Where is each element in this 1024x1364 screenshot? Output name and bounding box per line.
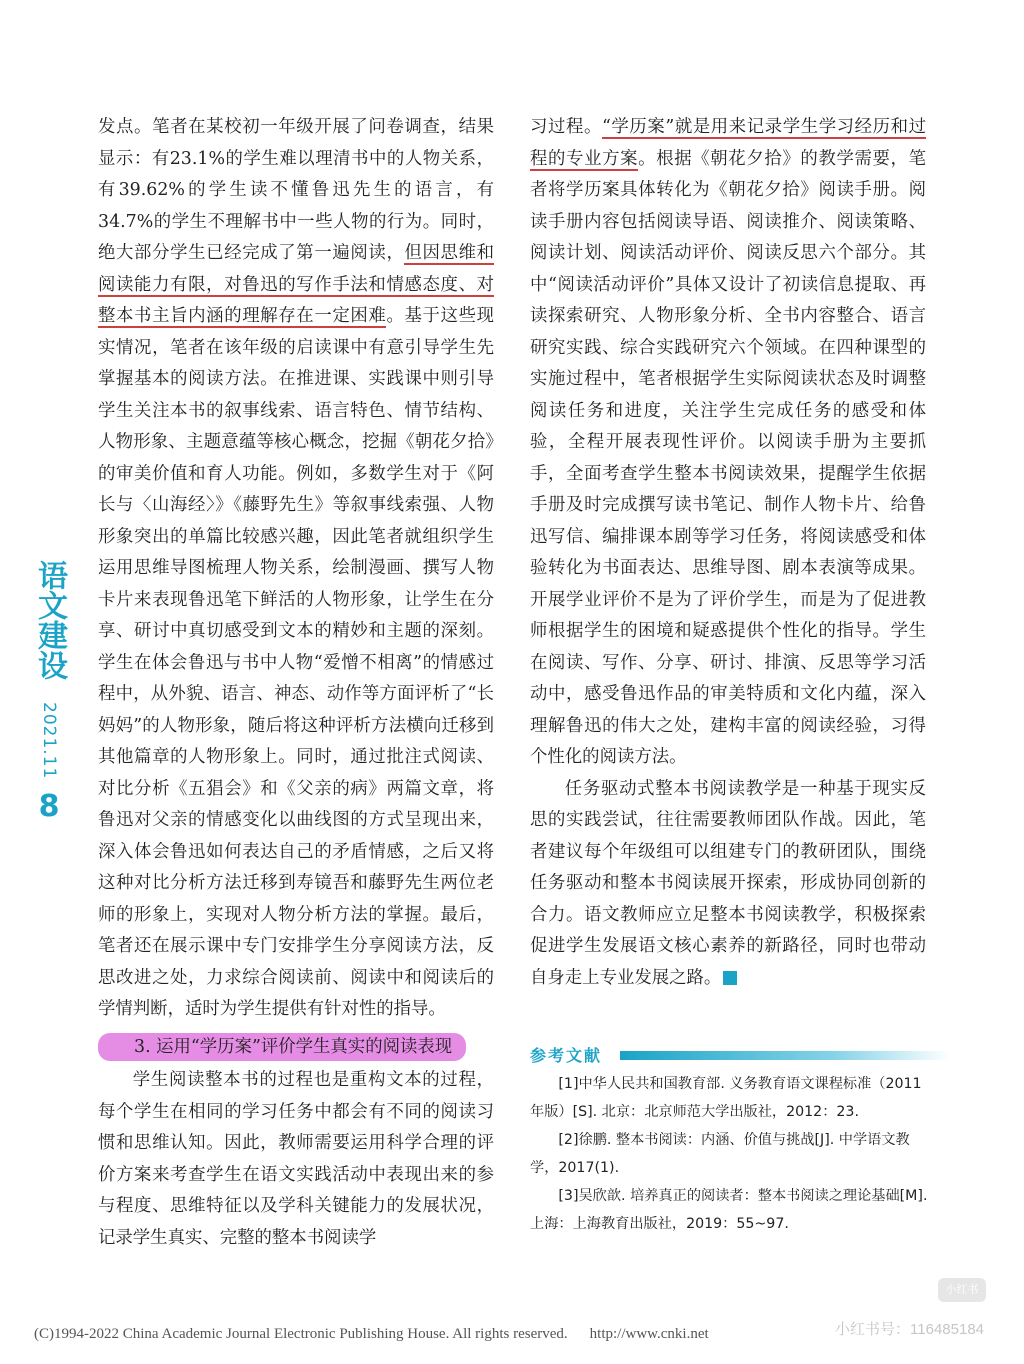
journal-name: 语文建设 [32, 560, 67, 680]
references-rule [620, 1051, 950, 1060]
section-heading-row [134, 1032, 494, 1064]
paragraph-text: 任务驱动式整本书阅读教学是一种基于现实反思的实践尝试，往往需要教师团队作战。因此，笔者建议每个年级组可以组建专门的教研团队，围绕任务驱动和整本书阅读展开探索，形成协同创新的合力。语文教师应立足整本书阅读教学，积极探索促进学生发展语文核心素养的新路径，同时也带动自身走上专业发展之路。 [530, 778, 926, 988]
footer-url: http://www.cnki.net [589, 1326, 709, 1342]
references-list [530, 1070, 930, 1238]
end-mark-icon: 语 [723, 971, 737, 985]
paragraph [530, 112, 926, 774]
right-column [530, 112, 926, 994]
reference-item: [3]吴欣歆. 培养真正的阅读者：整本书阅读之理论基础[M]. 上海：上海教育出版社，2019：55~97. [530, 1188, 928, 1232]
copyright-text: (C)1994-2022 China Academic Journal Electronic Publishing House. All rights reserved. [34, 1326, 568, 1342]
paragraph-text: 发点。笔者在某校初一年级开展了问卷调查，结果显示：有23.1%的学生难以理清书中的人物关系，有39.62%的学生读不懂鲁迅先生的语言，有34.7%的学生不理解书中一些人物的行为。同时，绝大部分学生已经完成了第一遍阅读， [98, 117, 494, 263]
copyright-footer [34, 1326, 709, 1343]
reference-item: [2]徐鹏. 整本书阅读：内涵、价值与挑战[J]. 中学语文教学，2017(1). [530, 1132, 910, 1176]
paragraph [98, 112, 494, 1026]
watermark-logo: 小红书 [938, 1278, 986, 1302]
section-heading: 3. 运用“学历案”评价学生真实的阅读表现 [98, 1033, 466, 1061]
left-column [98, 112, 494, 1254]
paragraph [530, 774, 926, 995]
paragraph: 学生阅读整本书的过程也是重构文本的过程，每个学生在相同的学习任务中都会有不同的阅读习惯和思维认知。因此，教师需要运用科学合理的评价方案来考查学生在语文实践活动中表现出来的参与程度、思维特征以及学科关键能力的发展状况，记录学生真实、完整的整本书阅读学 [98, 1070, 494, 1248]
reference-item: [1]中华人民共和国教育部. 义务教育语文课程标准（2011年版）[S]. 北京：北京师范大学出版社，2012：23. [530, 1076, 922, 1120]
watermark-id: 小红书号：116485184 [835, 1321, 984, 1338]
paragraph-text: 习过程。 [530, 117, 602, 137]
references-heading [530, 1042, 946, 1070]
page-number: 8 [38, 789, 60, 825]
journal-issue: 2021.11 [39, 702, 59, 780]
underlined-text: 但因思维和阅读能力有限，对鲁迅的写作手法和情感态度、对整本书主旨内涵的理解存在一定困难 [98, 243, 494, 326]
underlined-text: “学历案”就是用来记录学生学习经历和过程的专业方案 [530, 117, 926, 169]
paragraph-text: 。基于这些现实情况，笔者在该年级的启读课中有意引导学生先掌握基本的阅读方法。在推进课、实践课中则引导学生关注本书的叙事线索、语言特色、情节结构、人物形象、主题意蕴等核心概念，挖掘《朝花夕拾》的审美价值和育人功能。例如，多数学生对于《阿长与〈山海经〉》《藤野先生》等叙事线索强、人物形象突出的单篇比较感兴趣，因此笔者就组织学生运用思维导图梳理人物关系，绘制漫画、撰写人物卡片来表现鲁迅笔下鲜活的人物形象，让学生在分享、研讨中真切感受到文本的精妙和主题的深刻。学生在体会鲁迅与书中人物“爱憎不相离”的情感过程中，从外貌、语言、神态、动作等方面评析了“长妈妈”的人物形象，随后将这种评析方法横向迁移到其他篇章的人物形象上。同时，通过批注式阅读、对比分析《五猖会》和《父亲的病》两篇文章，将鲁迅对父亲的情感变化以曲线图的方式呈现出来，深入体会鲁迅如何表达自己的矛盾情感，之后又将这种对比分析方法迁移到寿镜吾和藤野先生两位老师的形象上，实现对人物分析方法的掌握。最后，笔者还在展示课中专门安排学生分享阅读方法，反思改进之处，力求综合阅读前、阅读中和阅读后的学情判断，适时为学生提供有针对性的指导。 [98, 306, 494, 1019]
references-title: 参考文献 [530, 1046, 603, 1065]
paragraph-text: 。根据《朝花夕拾》的教学需要，笔者将学历案具体转化为《朝花夕拾》阅读手册。阅读手册内容包括阅读导语、阅读推介、阅读策略、阅读计划、阅读活动评价、阅读反思六个部分。其中“阅读活动评价”具体又设计了初读信息提取、再读探索研究、人物形象分析、全书内容整合、语言研究实践、综合实践研究六个领域。在四种课型的实施过程中，笔者根据学生实际阅读状态及时调整阅读任务和进度，关注学生完成任务的感受和体验，全程开展表现性评价。以阅读手册为主要抓手，全面考查学生整本书阅读效果，提醒学生依据手册及时完成撰写读书笔记、制作人物卡片、给鲁迅写信、编排课本剧等学习任务，将阅读感受和体验转化为书面表达、思维导图、剧本表演等成果。开展学业评价不是为了评价学生，而是为了促进教师根据学生的困境和疑惑提供个性化的指导。学生在阅读、写作、分享、研讨、排演、反思等学习活动中，感受鲁迅作品的审美特质和文化内蕴，深入理解鲁迅的伟大之处，建构丰富的阅读经验，习得个性化的阅读方法。 [530, 148, 926, 767]
journal-sidebar [26, 560, 72, 824]
